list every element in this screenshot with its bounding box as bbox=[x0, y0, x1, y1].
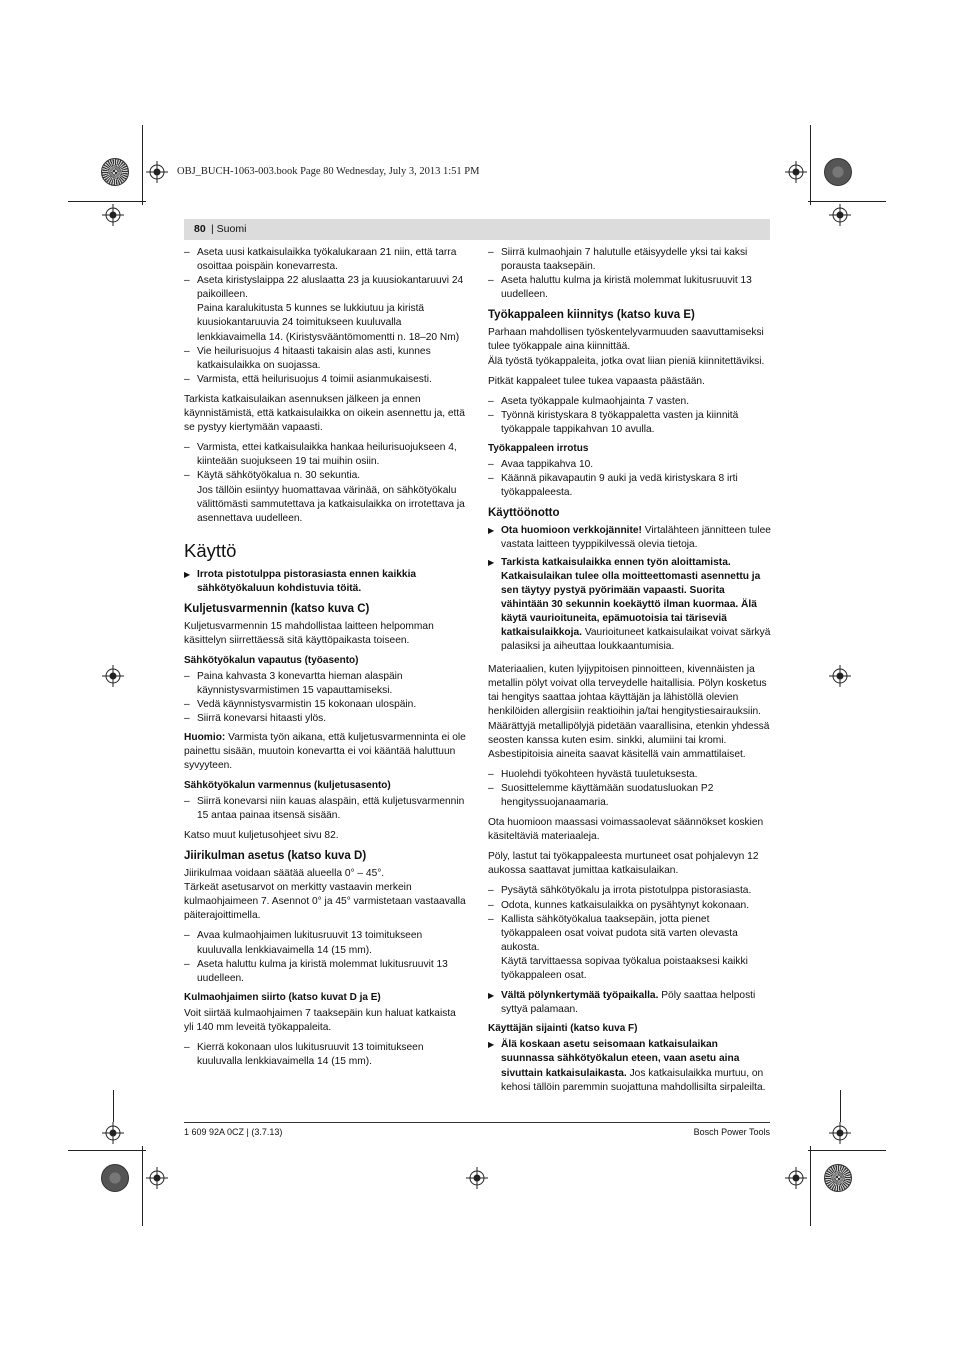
list-item: – Siirrä kulmaohjain 7 halutulle etäisyydelle yksi tai kaksi porausta taaksepäin. bbox=[488, 246, 771, 274]
section-title: | Suomi bbox=[211, 223, 247, 235]
list-item: – Aseta työkappale kulmaohjainta 7 vasten. bbox=[488, 395, 771, 409]
crop-line bbox=[142, 1146, 143, 1226]
list-item-continuation: Jos tällöin esiintyy huomattavaa värinää, on sähkötyökalu välittömästi sammutettava ja katkaisulaikka on irrotettava ja asennettava uudelleen. bbox=[197, 484, 465, 524]
list-item: – Aseta haluttu kulma ja kiristä molemmat lukitusruuvit 13 uudelleen. bbox=[184, 958, 467, 986]
print-slug: OBJ_BUCH-1063-003.book Page 80 Wednesday, July 3, 2013 1:51 PM bbox=[177, 166, 480, 177]
list-item-continuation: Käytä tarvittaessa sopivaa työkalua poistaaksesi kaikki työkappaleen osat. bbox=[501, 955, 748, 982]
list-item: – Vie heilurisuojus 4 hitaasti takaisin alas asti, kunnes katkaisulaikka on suojassa. bbox=[184, 345, 467, 373]
subheading-sijainti: Käyttäjän sijainti (katso kuva F) bbox=[488, 1023, 638, 1035]
registration-mark-icon bbox=[146, 161, 168, 183]
color-rosette-mark bbox=[101, 158, 129, 186]
paragraph: Ota huomioon maassasi voimassaolevat säännökset koskien käsiteltäviä materiaaleja. bbox=[488, 817, 764, 843]
list-item: – Siirrä konevarsi niin kauas alaspäin, että kuljetusvarmennin 15 antaa painaa itsensä sisään. bbox=[184, 795, 467, 823]
registration-mark-icon bbox=[102, 204, 124, 226]
paragraph: Jiirikulmaa voidaan säätää alueella 0° – 45°. bbox=[184, 868, 385, 880]
list-item-continuation: Paina karalukitusta 5 kunnes se lukkiutuu ja kiristä kuusiokantaruuvia 24 toimitukseen kuuluvalla lenkkiavaimella 14. (Kiristysvääntömomentti n. 18–20 Nm) bbox=[197, 303, 460, 343]
list-item: – Avaa kulmaohjaimen lukitusruuvit 13 toimitukseen kuuluvalla lenkkiavaimella 14 (15 mm). bbox=[184, 929, 467, 957]
registration-mark-icon bbox=[785, 1167, 807, 1189]
paragraph: Katso muut kuljetusohjeet sivu 82. bbox=[184, 830, 339, 841]
list-item: – Siirrä konevarsi hitaasti ylös. bbox=[184, 712, 467, 726]
footer-document-code: 1 609 92A 0CZ | (3.7.13) bbox=[184, 1127, 283, 1137]
list-item: – Huolehdi työkohteen hyvästä tuuletuksesta. bbox=[488, 768, 771, 782]
crop-line bbox=[68, 201, 146, 202]
subheading-varmennus: Sähkötyökalun varmennus (kuljetusasento) bbox=[184, 779, 391, 791]
list-item: – Varmista, ettei katkaisulaikka hankaa heilurisuojukseen 4, kiinteään suojukseen 19 tai muihin osiin. bbox=[184, 441, 467, 469]
crop-line bbox=[808, 1150, 886, 1151]
paragraph: Voit siirtää kulmaohjaimen 7 taaksepäin kun haluat katkaista yli 140 mm leveitä työkappaleita. bbox=[184, 1007, 456, 1033]
right-column bbox=[488, 246, 771, 1098]
registration-mark-icon bbox=[785, 161, 807, 183]
note-paragraph: Huomio: Varmista työn aikana, että kuljetusvarmenninta ei ole painettu sisään, muutoin konevartta ei voi kääntää haluttuun syvyyteen. bbox=[184, 731, 466, 771]
subheading-kiinnitys: Työkappaleen kiinnitys (katso kuva E) bbox=[488, 309, 695, 322]
subheading-jiirikulma: Jiirikulman asetus (katso kuva D) bbox=[184, 850, 367, 863]
paragraph: Materiaalien, kuten lyijypitoisen pinnoitteen, kivennäisten ja metallin pölyt voivat olla terveydelle haitallisia. Pölyn kosketus tai hengitys saattaa johtaa käyttäjän ja lähistöllä olevien henkilöiden allergisiin reaktioihin ja/tai hengitystiesairauksiin. bbox=[488, 664, 767, 718]
list-item: – Aseta kiristyslaippa 22 aluslaatta 23 ja kuusiokantaruuvi 24 paikoilleen. bbox=[184, 274, 467, 302]
registration-mark-icon bbox=[102, 1122, 124, 1144]
footer-rule bbox=[184, 1122, 770, 1123]
crop-line bbox=[808, 201, 886, 202]
list-item: – Kierrä kokonaan ulos lukitusruuvit 13 toimitukseen kuuluvalla lenkkiavaimella 14 (15 mm). bbox=[184, 1041, 467, 1069]
list-item: – Avaa tappikahva 10. bbox=[488, 458, 771, 472]
crop-line bbox=[68, 1150, 146, 1151]
registration-mark-icon bbox=[146, 1167, 168, 1189]
list-item: – Varmista, että heilurisuojus 4 toimii asianmukaisesti. bbox=[184, 373, 467, 387]
paragraph: Määrättyjä metallipölyjä pidetään vaarallisina, etenkin yhdessä seosten kanssa kuten esim. sinkki, alumiini tai kromi. Asbestipitoisia aineita saavat käsitellä vain ammattilaiset. bbox=[488, 720, 770, 760]
list-item: – Käännä pikavapautin 9 auki ja vedä kiristyskara 8 irti työkappaleesta. bbox=[488, 472, 771, 500]
registration-mark-icon bbox=[466, 1167, 488, 1189]
warning-item: ▶ Älä koskaan asetu seisomaan katkaisulaikan suunnassa sähkötyökalun eteen, vaan asetu aina sivuttain katkaisulaikasta. Jos katkaisulaikka murtuu, on kehosi tällöin paremmin suojattuna mahdollisilta sirpaleilta. bbox=[488, 1038, 771, 1094]
paragraph: Tarkista katkaisulaikan asennuksen jälkeen ja ennen käynnistämistä, että katkaisulaikka on oikein asennettu ja, että se pystyy kiertymään vapaasti. bbox=[184, 393, 465, 434]
list-item: – Aseta uusi katkaisulaikka työkalukaraan 21 niin, että tarra osoittaa poispäin konevarresta. bbox=[184, 246, 467, 274]
list-item: – Odota, kunnes katkaisulaikka on pysähtynyt kokonaan. bbox=[488, 899, 771, 913]
list-item: – Kallista sähkötyökalua taaksepäin, jotta pienet työkappaleen osat voivat pudota sitä varten olevasta aukosta. bbox=[488, 913, 771, 955]
subheading-kuljetusvarmennin: Kuljetusvarmennin (katso kuva C) bbox=[184, 602, 370, 615]
list-item: – Aseta haluttu kulma ja kiristä molemmat lukitusruuvit 13 uudelleen. bbox=[488, 274, 771, 302]
subheading-irrotus: Työkappaleen irrotus bbox=[488, 443, 589, 455]
registration-mark-icon bbox=[102, 665, 124, 687]
list-item: – Suosittelemme käyttämään suodatusluokan P2 hengityssuojanaamaria. bbox=[488, 782, 771, 810]
list-item: – Pysäytä sähkötyökalu ja irrota pistotulppa pistorasiasta. bbox=[488, 884, 771, 898]
list-item: – Vedä käynnistysvarmistin 15 kokonaan ulospäin. bbox=[184, 698, 467, 712]
page-number: 80 bbox=[194, 223, 206, 235]
warning-item: ▶ Vältä pölynkertymää työpaikalla. Pöly saattaa helposti syttyä palamaan. bbox=[488, 989, 771, 1017]
crop-line bbox=[810, 125, 811, 205]
warning-item: ▶ Tarkista katkaisulaikka ennen työn aloittamista. Katkaisulaikan tulee olla moitteettomasti asennettu ja sen täytyy pystyä pyörimään vapaasti. Suorita vähintään 30 sekunnin koekäyttö ilman kuormaa. Älä käytä vaurioituneita, epämuotoisia tai täriseviä katkaisulaikkoja. Vaurioituneet katkaisulaikat voivat särkyä palasiksi ja aiheuttaa loukkaantumisia. bbox=[488, 556, 771, 655]
registration-mark-icon bbox=[829, 665, 851, 687]
paragraph: Pitkät kappaleet tulee tukea vapaasta päästään. bbox=[488, 375, 705, 387]
subheading-siirto: Kulmaohjaimen siirto (katso kuvat D ja E) bbox=[184, 991, 381, 1003]
crop-line bbox=[113, 1090, 114, 1122]
warning-item: ▶ Irrota pistotulppa pistorasiasta ennen kaikkia sähkötyökaluun kohdistuvia töitä. bbox=[184, 568, 467, 596]
list-item: – Käytä sähkötyökalua n. 30 sekuntia. bbox=[184, 469, 467, 483]
page-header bbox=[184, 219, 770, 240]
crop-line bbox=[810, 1146, 811, 1226]
list-item: – Työnnä kiristyskara 8 työkappaletta vasten ja kiinnitä työkappale tappikahvan 10 avulla. bbox=[488, 409, 771, 437]
paragraph: Älä työstä työkappaleita, jotka ovat liian pieniä kiinnitettäviksi. bbox=[488, 355, 765, 367]
color-rosette-mark bbox=[101, 1164, 129, 1192]
left-column bbox=[184, 246, 467, 1069]
registration-mark-icon bbox=[829, 204, 851, 226]
paragraph: Kuljetusvarmennin 15 mahdollistaa laitteen helpomman käsittelyn siirrettäessä sitä käyttöpaikasta toiseen. bbox=[184, 620, 434, 647]
color-rosette-mark bbox=[824, 1164, 852, 1192]
crop-line bbox=[840, 1090, 841, 1122]
subheading-vapautus: Sähkötyökalun vapautus (työasento) bbox=[184, 655, 359, 667]
crop-line bbox=[142, 125, 143, 205]
paragraph: Pöly, lastut tai työkappaleesta murtuneet osat pohjalevyn 12 aukossa saattavat jumittaa katkaisulaikan. bbox=[488, 851, 759, 877]
paragraph: Parhaan mahdollisen työskentelyvarmuuden saavuttamiseksi tulee työkappale aina kiinnittää. bbox=[488, 327, 764, 353]
color-rosette-mark bbox=[824, 158, 852, 186]
section-heading-kaytto: Käyttö bbox=[184, 539, 237, 561]
registration-mark-icon bbox=[829, 1122, 851, 1144]
footer-brand: Bosch Power Tools bbox=[693, 1127, 770, 1137]
subheading-kayttoonotto: Käyttöönotto bbox=[488, 507, 560, 520]
paragraph: Tärkeät asetusarvot on merkitty vastaavin merkein kulmaohjaimeen 7. Asennot 0° ja 45° varmistetaan vastaavalla päiterajoittimella. bbox=[184, 882, 466, 922]
list-item: – Paina kahvasta 3 konevartta hieman alaspäin käynnistysvarmistimen 15 vapauttamiseksi. bbox=[184, 670, 467, 698]
warning-item: ▶ Ota huomioon verkkojännite! Virtalähteen jännitteen tulee vastata laitteen tyyppikilvessä olevia tietoja. bbox=[488, 524, 771, 552]
